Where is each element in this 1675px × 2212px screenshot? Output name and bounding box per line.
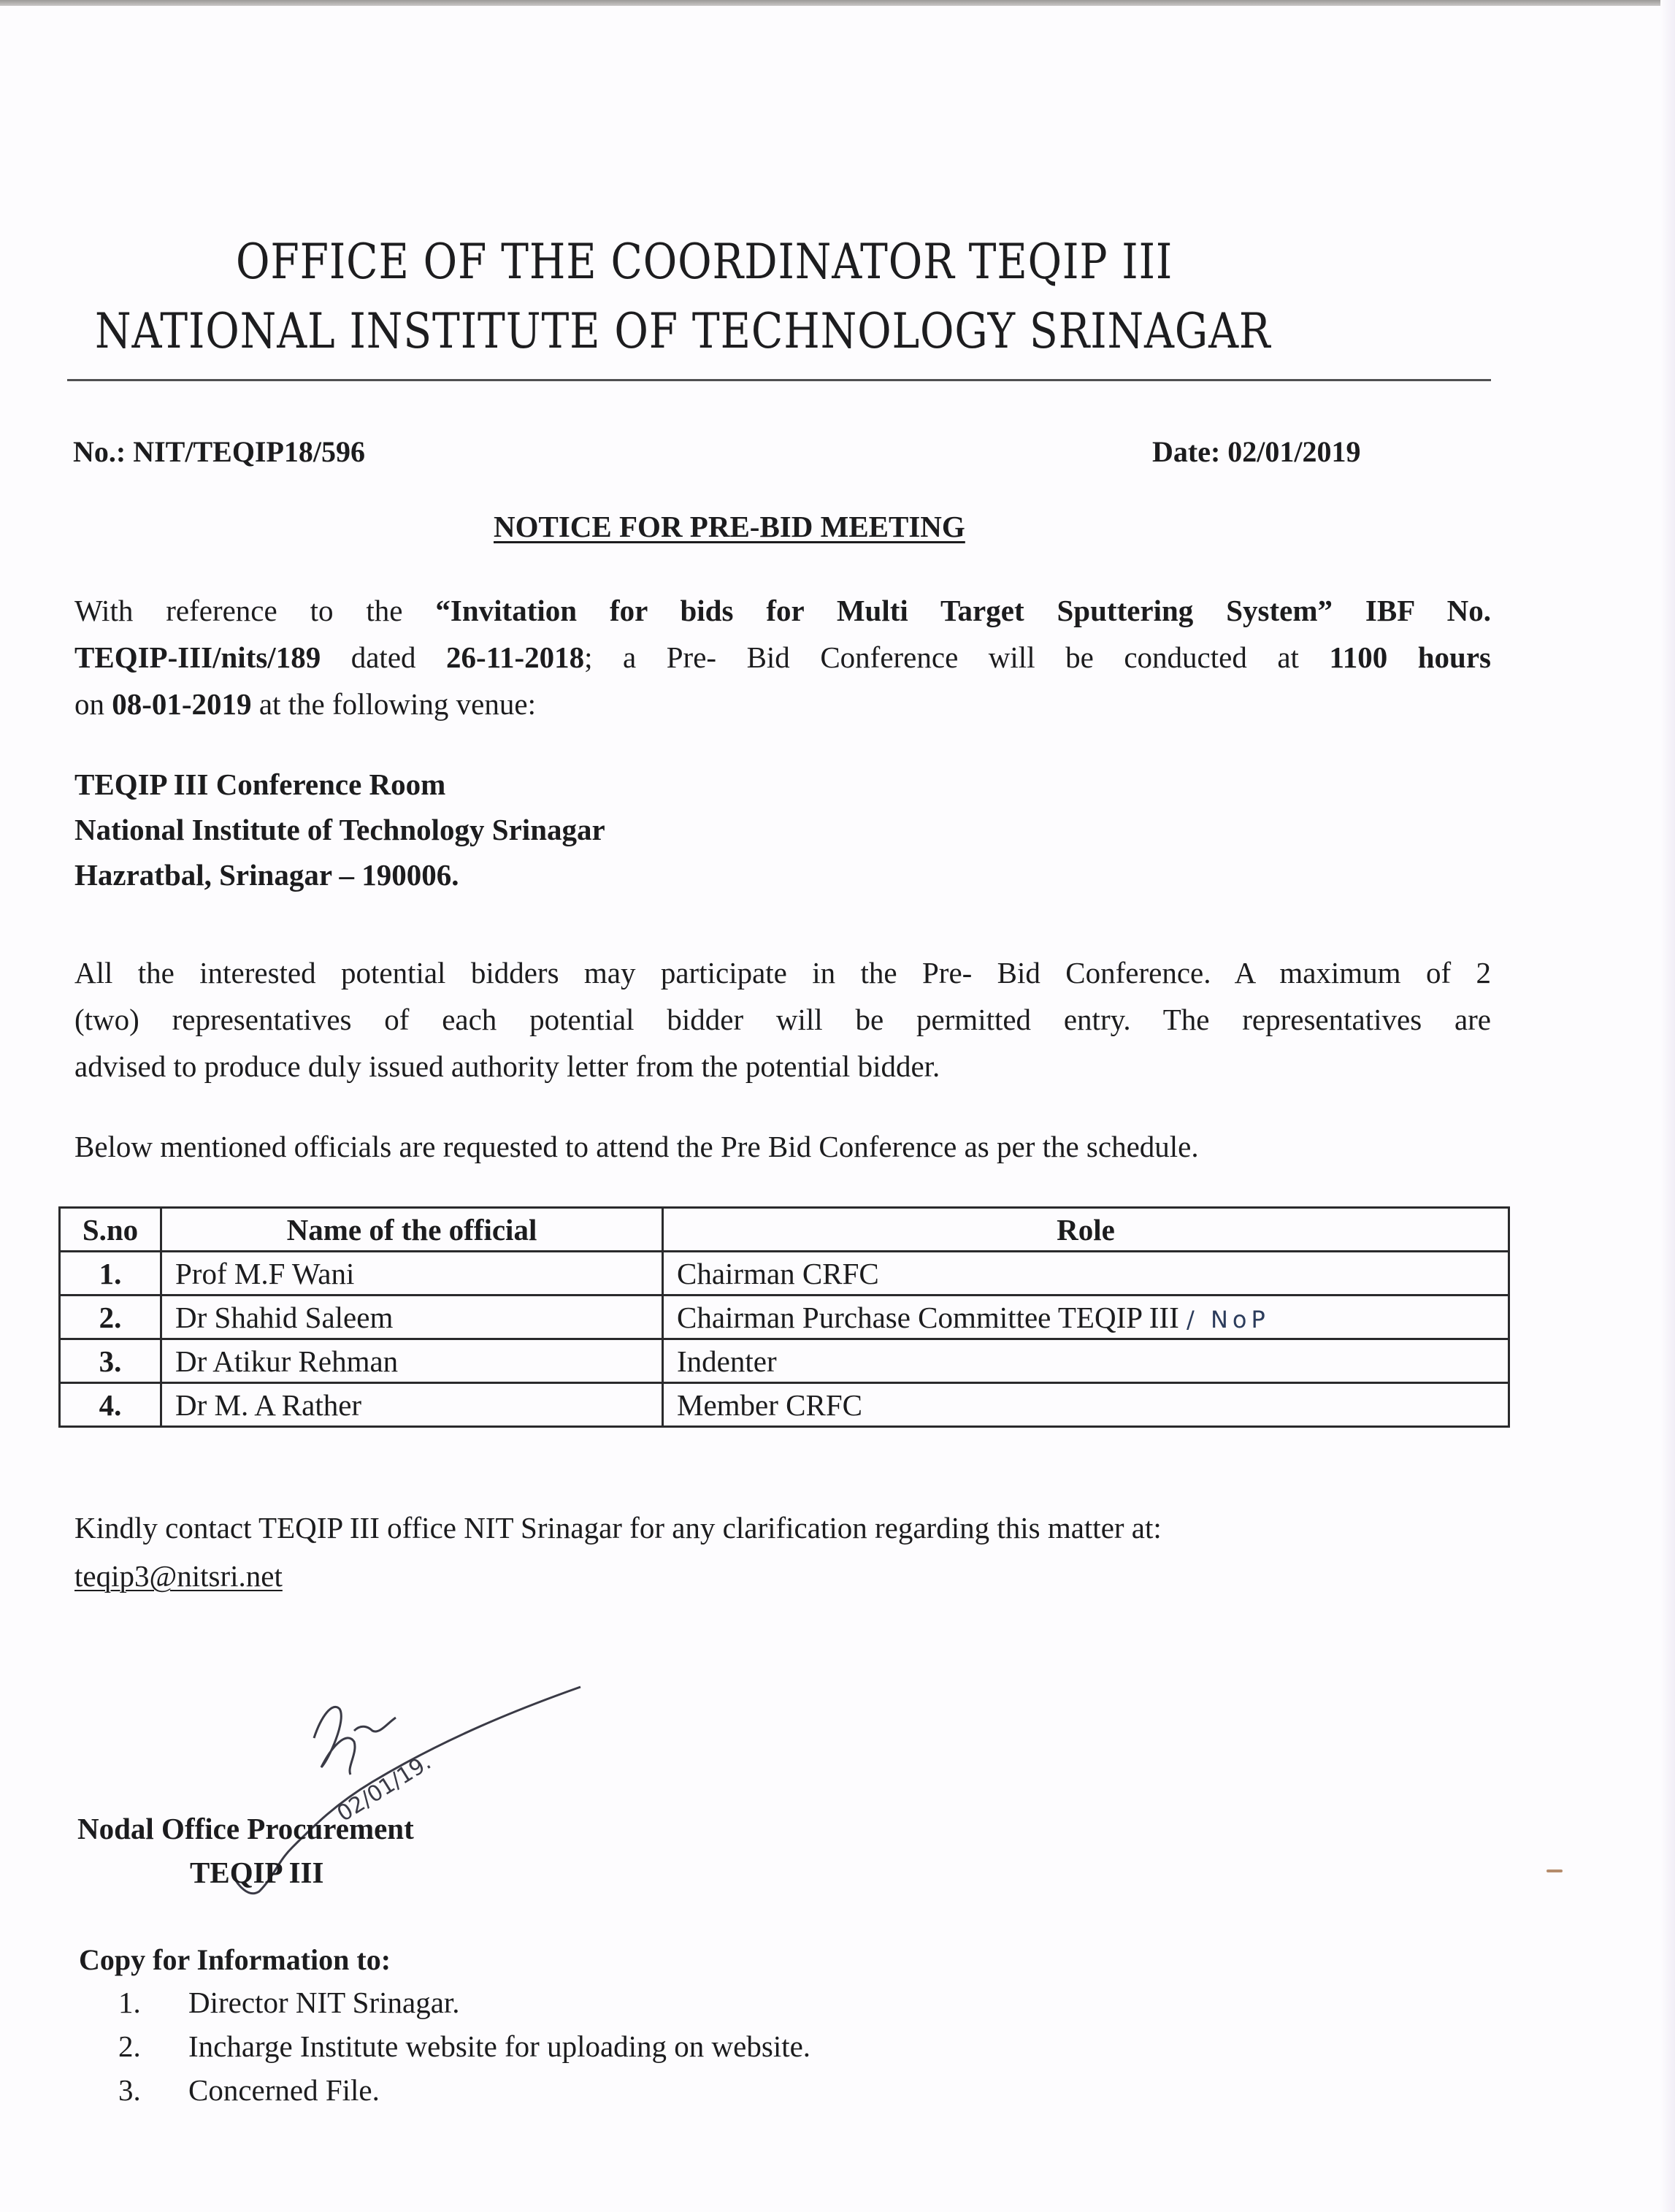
row-name: Dr M. A Rather — [161, 1383, 663, 1427]
intro-text: on — [74, 687, 112, 721]
role-text: Chairman CRFC — [677, 1256, 879, 1290]
list-number: 1. — [118, 1986, 141, 2019]
signature-date: 02/01/19. — [332, 1749, 436, 1827]
venue-address: Hazratbal, Srinagar – 190006. — [74, 858, 459, 892]
contact-text: Kindly contact TEQIP III office NIT Srinagar for any clarification regarding this matter at: — [74, 1511, 1162, 1545]
table-header-row — [60, 1208, 1509, 1252]
participation-line-3: advised to produce duly issued authority letter from the potential bidder. — [74, 1049, 940, 1083]
role-text: Chairman Purchase Committee TEQIP III — [677, 1300, 1179, 1334]
row-role — [663, 1339, 1509, 1383]
scan-edge-right — [1660, 0, 1675, 2212]
row-name: Dr Shahid Saleem — [161, 1296, 663, 1339]
row-sno: 2. — [60, 1296, 161, 1339]
meeting-time: 1100 hours — [1329, 640, 1491, 674]
intro-line-3 — [74, 686, 536, 722]
contact-email-link[interactable]: teqip3@nitsri.net — [74, 1559, 283, 1593]
notice-date: Date: 02/01/2019 — [1152, 435, 1361, 468]
signatory-title: Nodal Office Procurement — [77, 1812, 414, 1845]
scan-edge-top — [0, 0, 1675, 6]
contact-email-line — [74, 1558, 283, 1593]
row-name: Dr Atikur Rehman — [161, 1339, 663, 1383]
officials-intro: Below mentioned officials are requested to attend the Pre Bid Conference as per the schedule. — [74, 1130, 1199, 1163]
paper-mark — [1546, 1870, 1563, 1872]
venue-institute: National Institute of Technology Srinagar — [74, 813, 605, 846]
office-heading: OFFICE OF THE COORDINATOR TEQIP III — [236, 234, 1173, 290]
table-row — [60, 1252, 1509, 1296]
table-row — [60, 1383, 1509, 1427]
intro-line-2 — [74, 640, 1491, 675]
row-name: Prof M.F Wani — [161, 1252, 663, 1296]
ibf-label: IBF No. — [1332, 594, 1491, 627]
list-number: 2. — [118, 2029, 141, 2063]
reference-number: No.: NIT/TEQIP18/596 — [73, 435, 366, 468]
ibf-number: TEQIP-III/nits/189 — [74, 640, 321, 674]
signatory-program: TEQIP III — [190, 1856, 324, 1889]
row-role — [663, 1252, 1509, 1296]
handwritten-annotation: / NoP — [1186, 1305, 1270, 1333]
row-role — [663, 1383, 1509, 1427]
meeting-date: 08-01-2019 — [112, 687, 252, 721]
ibf-date: 26-11-2018 — [446, 640, 585, 674]
copy-to-title: Copy for Information to: — [79, 1943, 391, 1976]
header-role: Role — [663, 1208, 1509, 1252]
role-text: Member CRFC — [677, 1388, 862, 1422]
tender-title: “Invitation for bids for Multi Target Sputtering System” — [435, 594, 1333, 627]
intro-text: ; a Pre- Bid Conference will be conducted at — [584, 640, 1330, 674]
header-rule — [67, 379, 1491, 381]
row-sno: 4. — [60, 1383, 161, 1427]
role-text: Indenter — [677, 1344, 777, 1378]
list-text: Incharge Institute website for uploading on website. — [188, 2029, 811, 2063]
table-row — [60, 1296, 1509, 1339]
header-sno: S.no — [60, 1208, 161, 1252]
officials-table — [58, 1206, 1510, 1428]
intro-text: at the following venue: — [251, 687, 536, 721]
header-name: Name of the official — [161, 1208, 663, 1252]
participation-line-2: (two) representatives of each potential bidder will be permitted entry. The representatives are — [74, 1003, 1491, 1036]
intro-text: dated — [321, 640, 447, 674]
signature-initials — [314, 1707, 396, 1775]
venue-room: TEQIP III Conference Room — [74, 768, 446, 801]
institute-heading: NATIONAL INSTITUTE OF TECHNOLOGY SRINAGAR — [95, 303, 1271, 359]
row-role — [663, 1296, 1509, 1339]
table-row — [60, 1339, 1509, 1383]
list-text: Director NIT Srinagar. — [188, 1986, 460, 2019]
intro-line-1 — [74, 593, 1491, 628]
row-sno: 1. — [60, 1252, 161, 1296]
list-number: 3. — [118, 2073, 141, 2107]
notice-title: NOTICE FOR PRE-BID MEETING — [494, 510, 965, 543]
participation-line-1: All the interested potential bidders may participate in the Pre- Bid Conference. A maximum of 2 — [74, 956, 1491, 990]
intro-text: With reference to the — [74, 594, 436, 627]
row-sno: 3. — [60, 1339, 161, 1383]
list-text: Concerned File. — [188, 2073, 380, 2107]
